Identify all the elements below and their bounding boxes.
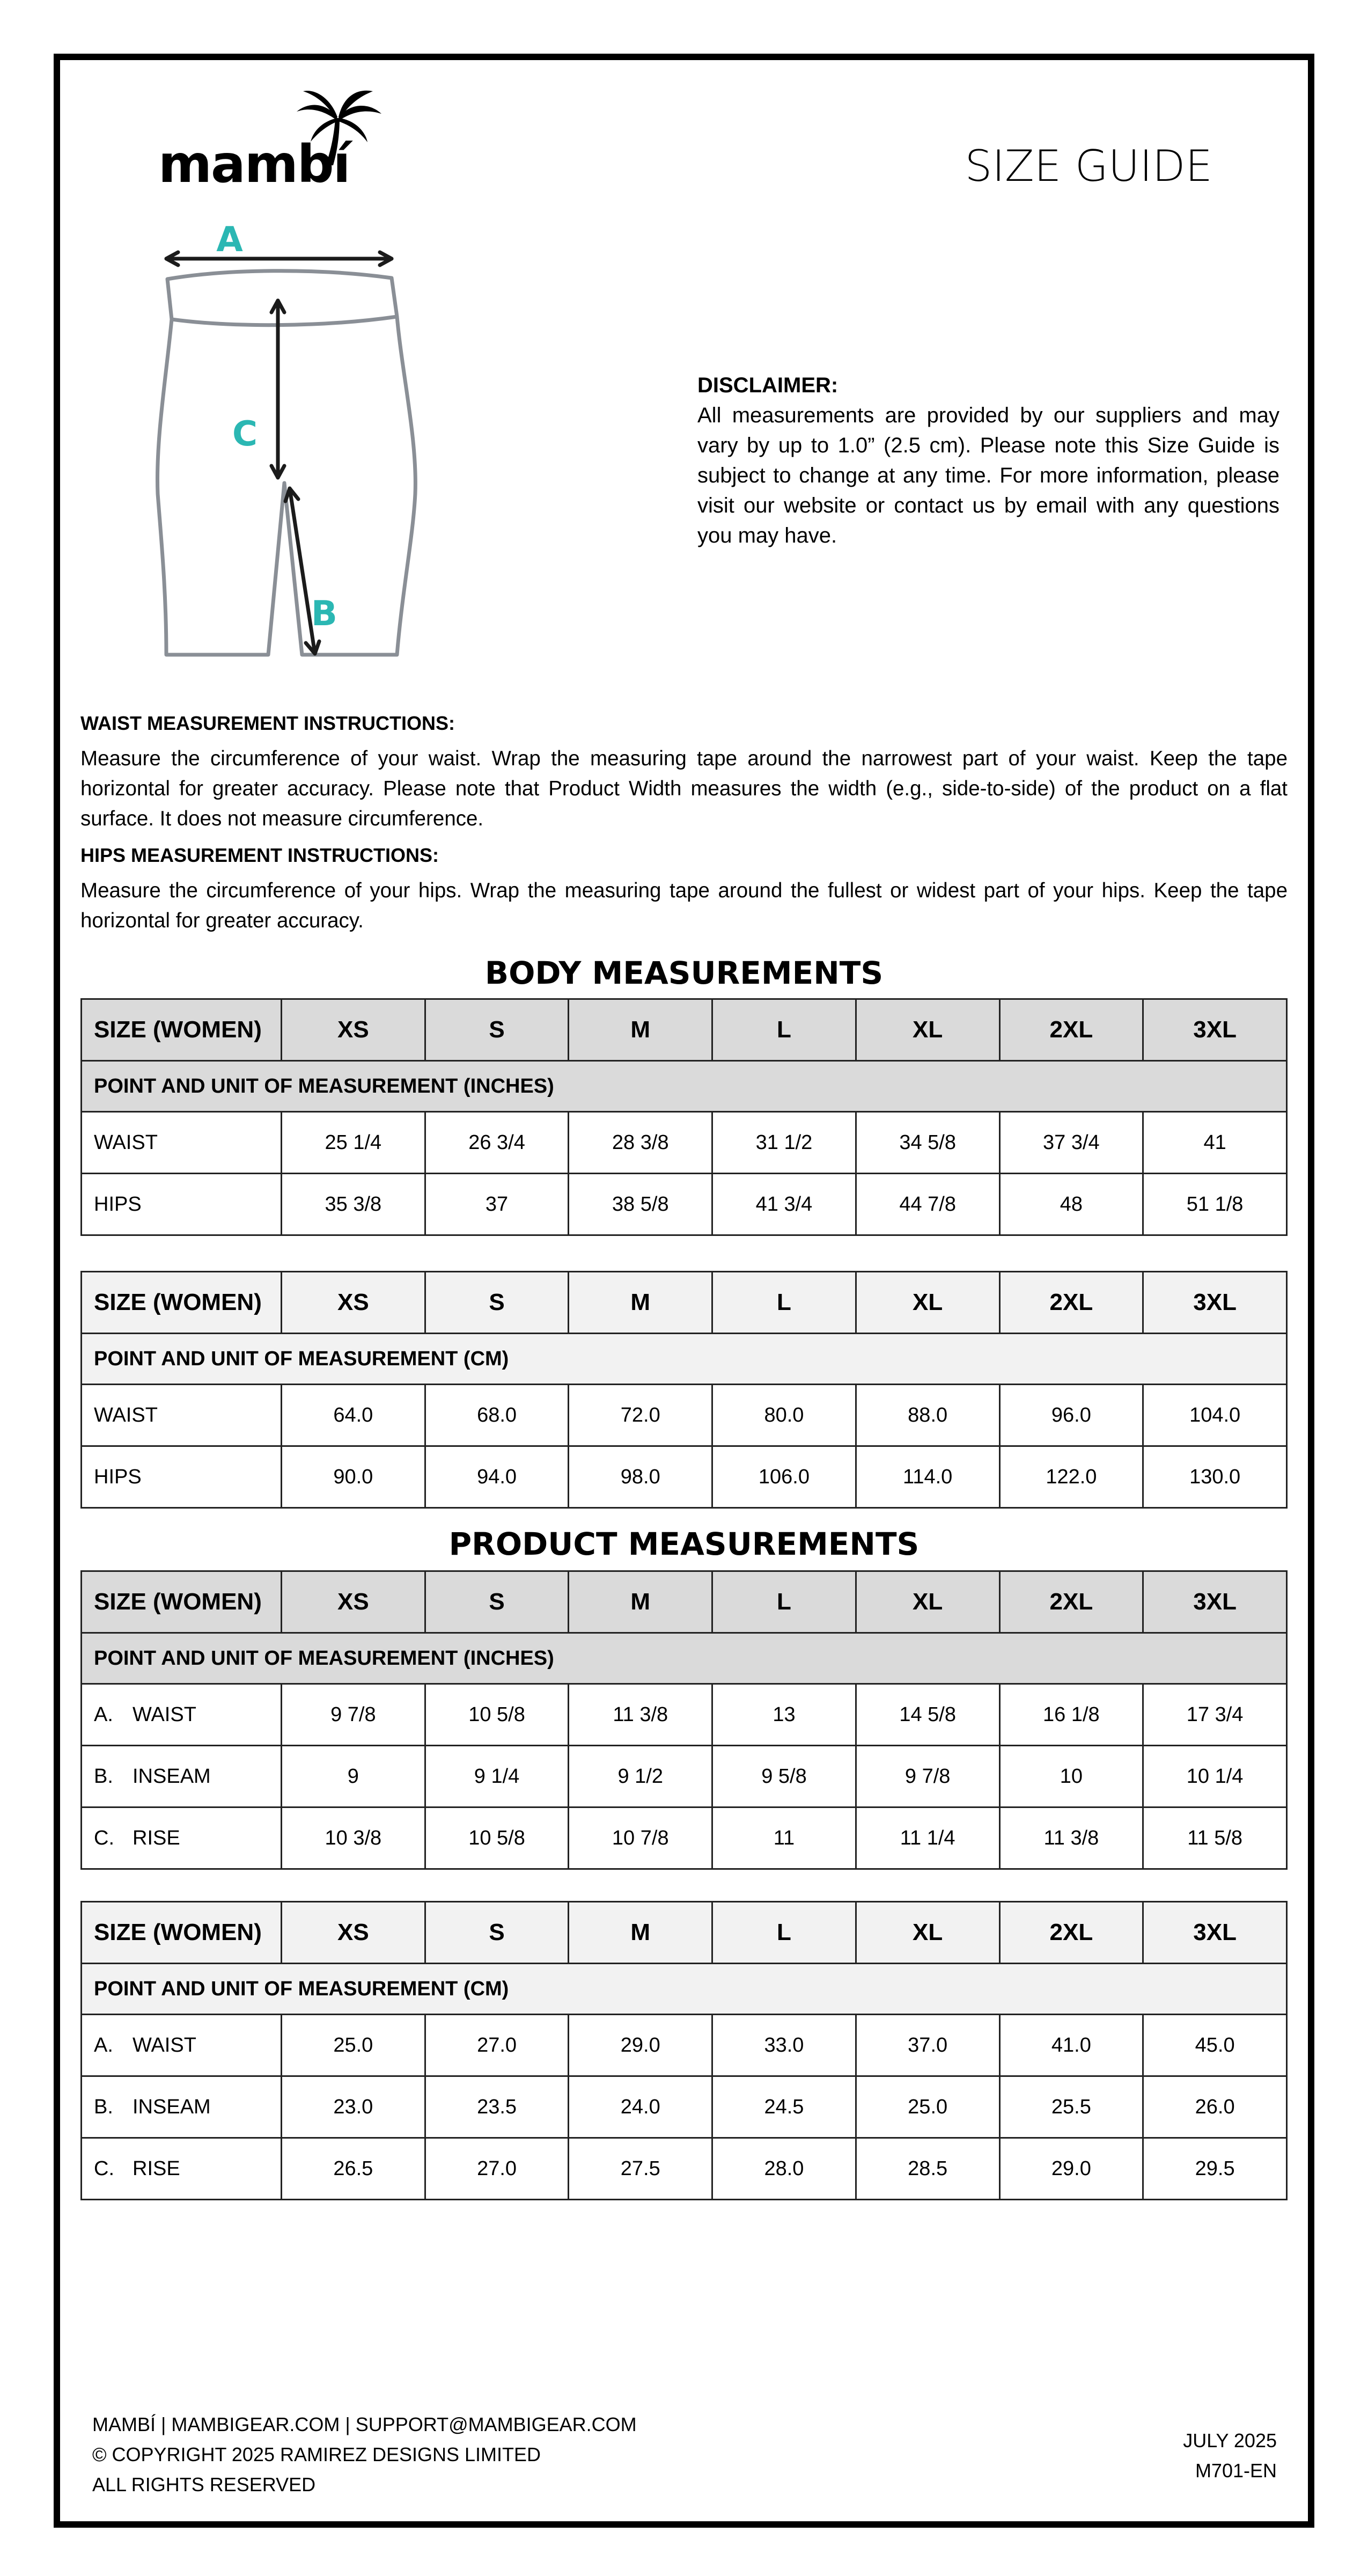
shorts-diagram [150, 215, 440, 665]
row-label-cell [82, 1112, 282, 1174]
waist-instructions-body: Measure the circumference of your waist. Wrap the measuring tape around the narrowest part of your waist. Keep the tape horizontal for greater accuracy. Please note that Product Width measures the width (e.g., side-to-side) of the product on a flat surface. It does not measure circumference. [80, 747, 1288, 830]
measurement-cell: 11 3/8 [569, 1684, 712, 1746]
row-label-cell [82, 1684, 282, 1746]
table-row [82, 1446, 1287, 1508]
row-label-cell [82, 1446, 282, 1508]
table-row [82, 1746, 1287, 1807]
measurement-cell: 64.0 [282, 1385, 425, 1446]
row-label: WAIST [133, 2033, 196, 2057]
unit-label: POINT AND UNIT OF MEASUREMENT (INCHES) [82, 1061, 1287, 1112]
measurement-cell: 29.5 [1143, 2138, 1287, 2200]
label-c: C [232, 414, 258, 454]
size-header-cell: S [425, 1571, 569, 1633]
product-measurements-cm-table [80, 1901, 1288, 2200]
measurement-cell: 10 3/8 [282, 1807, 425, 1869]
unit-label: POINT AND UNIT OF MEASUREMENT (CM) [82, 1334, 1287, 1385]
size-header-cell: 3XL [1143, 1272, 1287, 1334]
measurement-cell: 29.0 [569, 2015, 712, 2076]
footer-date: JULY 2025 [1183, 2429, 1277, 2451]
unit-row [82, 1061, 1287, 1112]
row-label-cell [82, 2076, 282, 2138]
size-header-row [82, 1272, 1287, 1334]
row-prefix: C. [94, 2157, 114, 2180]
product-measurements-inches-table [80, 1570, 1288, 1870]
measurement-cell: 104.0 [1143, 1385, 1287, 1446]
measurement-cell: 11 1/4 [856, 1807, 999, 1869]
size-header-label: SIZE (WOMEN) [82, 999, 282, 1061]
size-header-cell: XS [282, 999, 425, 1061]
table-row [82, 1385, 1287, 1446]
size-header-cell: XS [282, 1272, 425, 1334]
label-a: A [216, 220, 243, 260]
size-header-label: SIZE (WOMEN) [82, 1272, 282, 1334]
measurement-cell: 9 [282, 1746, 425, 1807]
size-header-row [82, 999, 1287, 1061]
measurement-cell: 24.0 [569, 2076, 712, 2138]
waist-instructions-heading: WAIST MEASUREMENT INSTRUCTIONS: [80, 712, 455, 734]
row-prefix: A. [94, 2033, 113, 2057]
unit-label: POINT AND UNIT OF MEASUREMENT (INCHES) [82, 1633, 1287, 1684]
measurement-cell: 10 [999, 1746, 1143, 1807]
row-prefix: B. [94, 1765, 113, 1788]
hips-instructions-heading: HIPS MEASUREMENT INSTRUCTIONS: [80, 844, 439, 866]
size-header-cell: S [425, 1902, 569, 1964]
size-header-cell: 3XL [1143, 999, 1287, 1061]
size-header-cell: XL [856, 1902, 999, 1964]
measurement-cell: 68.0 [425, 1385, 569, 1446]
measurement-cell: 35 3/8 [282, 1174, 425, 1235]
measurement-cell: 27.5 [569, 2138, 712, 2200]
row-label: WAIST [94, 1131, 158, 1154]
brand-wordmark: mambí [158, 134, 350, 194]
measurement-cell: 28.5 [856, 2138, 999, 2200]
footer-right [1183, 2426, 1277, 2486]
row-label-cell [82, 2138, 282, 2200]
page-title: SIZE GUIDE [965, 141, 1212, 191]
measurement-cell: 27.0 [425, 2015, 569, 2076]
measurement-cell: 114.0 [856, 1446, 999, 1508]
footer-contact: MAMBÍ | MAMBIGEAR.COM | SUPPORT@MAMBIGEAR.COM [92, 2413, 637, 2435]
measurement-cell: 51 1/8 [1143, 1174, 1287, 1235]
label-b: B [311, 594, 337, 634]
measurement-cell: 16 1/8 [999, 1684, 1143, 1746]
row-label: HIPS [94, 1192, 142, 1216]
row-label-cell [82, 1385, 282, 1446]
measurement-cell: 41.0 [999, 2015, 1143, 2076]
unit-label: POINT AND UNIT OF MEASUREMENT (CM) [82, 1964, 1287, 2015]
unit-row [82, 1964, 1287, 2015]
row-prefix: B. [94, 2095, 113, 2118]
measurement-cell: 17 3/4 [1143, 1684, 1287, 1746]
measurement-cell: 37 [425, 1174, 569, 1235]
row-prefix: C. [94, 1826, 114, 1849]
size-header-cell: 2XL [999, 1272, 1143, 1334]
measurement-cell: 34 5/8 [856, 1112, 999, 1174]
table-row [82, 1807, 1287, 1869]
footer-rights: ALL RIGHTS RESERVED [92, 2473, 316, 2496]
row-label-cell [82, 1174, 282, 1235]
row-label-cell [82, 1807, 282, 1869]
measurement-cell: 9 7/8 [282, 1684, 425, 1746]
measurement-cell: 80.0 [712, 1385, 856, 1446]
size-header-cell: 3XL [1143, 1902, 1287, 1964]
measurement-cell: 90.0 [282, 1446, 425, 1508]
measurement-cell: 11 [712, 1807, 856, 1869]
hips-instructions-body: Measure the circumference of your hips. Wrap the measuring tape around the fullest or widest part of your hips. Keep the tape horizontal for greater accuracy. [80, 879, 1288, 932]
row-label: WAIST [133, 1703, 196, 1726]
disclaimer-body: All measurements are provided by our suppliers and may vary by up to 1.0” (2.5 cm). Please note this Size Guide is subject to change at any time. For more information, please visit our website or contact us by email with any questions you may have. [697, 404, 1279, 547]
measurement-cell: 10 5/8 [425, 1807, 569, 1869]
measurement-cell: 31 1/2 [712, 1112, 856, 1174]
measurement-cell: 37 3/4 [999, 1112, 1143, 1174]
body-measurements-inches-table [80, 998, 1288, 1236]
row-label: WAIST [94, 1403, 158, 1426]
size-header-cell: 2XL [999, 999, 1143, 1061]
row-label: RISE [133, 1826, 180, 1849]
measurement-cell: 44 7/8 [856, 1174, 999, 1235]
size-header-cell: L [712, 1902, 856, 1964]
measurement-cell: 27.0 [425, 2138, 569, 2200]
row-prefix: A. [94, 1703, 113, 1726]
measurement-cell: 88.0 [856, 1385, 999, 1446]
measurement-cell: 9 1/4 [425, 1746, 569, 1807]
unit-row [82, 1334, 1287, 1385]
measurement-cell: 9 5/8 [712, 1746, 856, 1807]
measurement-cell: 37.0 [856, 2015, 999, 2076]
measurement-cell: 25 1/4 [282, 1112, 425, 1174]
measurement-cell: 28.0 [712, 2138, 856, 2200]
size-header-cell: M [569, 999, 712, 1061]
table-row [82, 1684, 1287, 1746]
measurement-cell: 96.0 [999, 1385, 1143, 1446]
measurement-cell: 41 3/4 [712, 1174, 856, 1235]
measurement-cell: 25.0 [282, 2015, 425, 2076]
size-header-label: SIZE (WOMEN) [82, 1902, 282, 1964]
measurement-cell: 29.0 [999, 2138, 1143, 2200]
size-header-cell: M [569, 1902, 712, 1964]
size-header-row [82, 1571, 1287, 1633]
row-label: INSEAM [133, 1765, 211, 1788]
size-header-cell: L [712, 999, 856, 1061]
table-row [82, 2015, 1287, 2076]
footer-doc-code: M701-EN [1195, 2460, 1277, 2482]
measurement-cell: 9 1/2 [569, 1746, 712, 1807]
measurement-cell: 48 [999, 1174, 1143, 1235]
measurement-cell: 10 1/4 [1143, 1746, 1287, 1807]
row-label-cell [82, 1746, 282, 1807]
measurement-cell: 24.5 [712, 2076, 856, 2138]
size-header-cell: 2XL [999, 1571, 1143, 1633]
footer-copyright: © COPYRIGHT 2025 RAMIREZ DESIGNS LIMITED [92, 2443, 541, 2465]
measurement-cell: 25.0 [856, 2076, 999, 2138]
disclaimer-heading: DISCLAIMER: [697, 374, 839, 397]
body-measurements-title: BODY MEASUREMENTS [484, 955, 884, 991]
measurement-cell: 33.0 [712, 2015, 856, 2076]
size-header-cell: S [425, 999, 569, 1061]
measurement-cell: 98.0 [569, 1446, 712, 1508]
measurement-cell: 72.0 [569, 1385, 712, 1446]
row-label: RISE [133, 2157, 180, 2180]
measurement-cell: 94.0 [425, 1446, 569, 1508]
table-row [82, 2076, 1287, 2138]
row-label: HIPS [94, 1465, 142, 1488]
measurement-cell: 23.0 [282, 2076, 425, 2138]
measurement-cell: 26.5 [282, 2138, 425, 2200]
disclaimer [697, 370, 1279, 551]
size-header-cell: M [569, 1571, 712, 1633]
size-header-label: SIZE (WOMEN) [82, 1571, 282, 1633]
measurement-cell: 9 7/8 [856, 1746, 999, 1807]
size-header-cell: S [425, 1272, 569, 1334]
size-header-cell: 3XL [1143, 1571, 1287, 1633]
measurement-cell: 11 5/8 [1143, 1807, 1287, 1869]
size-header-cell: 2XL [999, 1902, 1143, 1964]
footer-left [92, 2410, 637, 2500]
measurement-cell: 38 5/8 [569, 1174, 712, 1235]
measurement-cell: 10 7/8 [569, 1807, 712, 1869]
size-header-cell: L [712, 1272, 856, 1334]
measurement-cell: 41 [1143, 1112, 1287, 1174]
size-header-cell: XL [856, 1571, 999, 1633]
size-header-cell: M [569, 1272, 712, 1334]
size-header-cell: XL [856, 999, 999, 1061]
size-header-cell: XL [856, 1272, 999, 1334]
measurement-cell: 26 3/4 [425, 1112, 569, 1174]
size-header-row [82, 1902, 1287, 1964]
measurement-cell: 106.0 [712, 1446, 856, 1508]
product-measurements-title: PRODUCT MEASUREMENTS [448, 1526, 920, 1562]
measurement-cell: 25.5 [999, 2076, 1143, 2138]
measurement-cell: 45.0 [1143, 2015, 1287, 2076]
table-row [82, 2138, 1287, 2200]
unit-row [82, 1633, 1287, 1684]
brand-logo [158, 86, 384, 193]
body-measurements-cm-table [80, 1271, 1288, 1509]
table-row [82, 1174, 1287, 1235]
measurement-cell: 122.0 [999, 1446, 1143, 1508]
measurement-instructions [80, 708, 1288, 942]
table-row [82, 1112, 1287, 1174]
row-label: INSEAM [133, 2095, 211, 2118]
measurement-cell: 13 [712, 1684, 856, 1746]
measurement-cell: 26.0 [1143, 2076, 1287, 2138]
measurement-cell: 130.0 [1143, 1446, 1287, 1508]
measurement-cell: 23.5 [425, 2076, 569, 2138]
size-header-cell: XS [282, 1902, 425, 1964]
measurement-cell: 11 3/8 [999, 1807, 1143, 1869]
measurement-cell: 14 5/8 [856, 1684, 999, 1746]
measurement-cell: 10 5/8 [425, 1684, 569, 1746]
size-header-cell: XS [282, 1571, 425, 1633]
measurement-cell: 28 3/8 [569, 1112, 712, 1174]
row-label-cell [82, 2015, 282, 2076]
size-header-cell: L [712, 1571, 856, 1633]
